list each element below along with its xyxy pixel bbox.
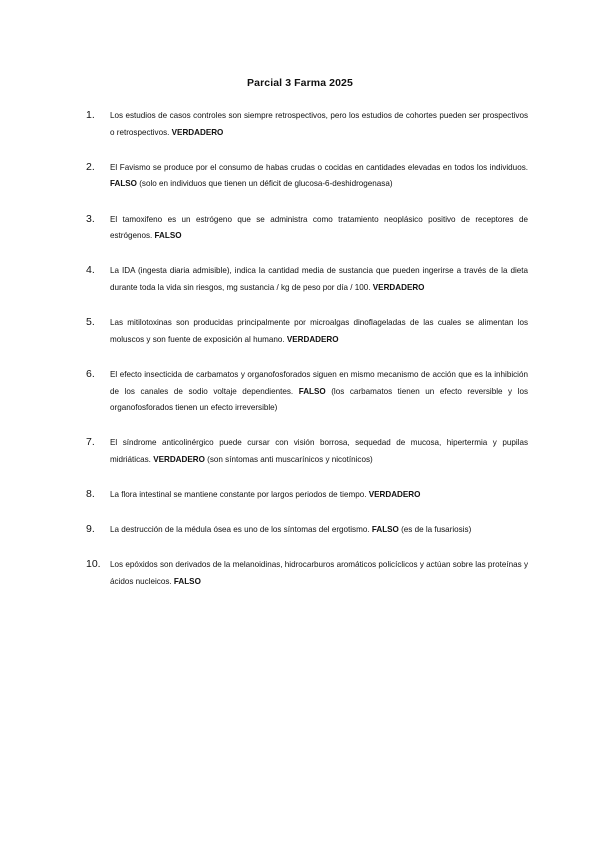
question-text: Las mitilotoxinas son producidas principalmente por microalgas dinoflageladas de las cuales se alimentan los moluscos y son fuente de exposición al humano. — [110, 318, 528, 344]
answer-note: (solo en individuos que tienen un déficit de glucosa-6-deshidrogenasa) — [136, 179, 393, 189]
answer-verdict: FALSO — [371, 525, 399, 535]
question-text: La destrucción de la médula ósea es uno de los síntomas del ergotismo. — [110, 525, 372, 535]
question-number: 8. — [86, 488, 95, 501]
question-number: 1. — [86, 109, 95, 121]
document-title: Parcial 3 Farma 2025 — [247, 77, 353, 89]
question-item — [86, 367, 528, 417]
question-text: El tamoxifeno es un estrógeno que se administra como tratamiento neoplásico positivo de receptores de estrógenos. — [110, 214, 528, 241]
answer-verdict: FALSO — [110, 179, 137, 189]
question-text: El Favismo se produce por el consumo de habas crudas o cocidas en cantidades elevadas en todos los individuos. — [110, 162, 528, 172]
answer-note: (los carbamatos tienen un efecto reversible y los organofosforados tienen un efecto irreversible) — [110, 386, 528, 413]
question-text: El efecto insecticida de carbamatos y organofosforados siguen en mismo mecanismo de acción que es la inhibición de los canales de sodio voltaje dependientes. — [110, 369, 528, 396]
answer-note: (son síntomas anti muscarínicos y nicotínicos) — [204, 454, 373, 464]
answer-verdict: VERDADERO — [368, 490, 421, 500]
question-item — [86, 160, 528, 193]
question-item — [86, 557, 528, 590]
question-number: 6. — [86, 367, 95, 380]
answer-verdict: VERDADERO — [286, 334, 339, 344]
question-text: La IDA (ingesta diaria admisible), indica la cantidad media de sustancia que pueden ingerirse a través de la dieta durante toda la vida sin riesgos, mg sustancia / kg de peso por día / 100. — [110, 266, 528, 292]
question-item — [86, 487, 528, 504]
question-text: El síndrome anticolinérgico puede cursar con visión borrosa, sequedad de mucosa, hipertermia y pupilas midriáticas. — [110, 438, 528, 464]
question-number: 2. — [86, 160, 95, 173]
question-item — [86, 435, 528, 468]
question-list — [86, 108, 528, 609]
answer-verdict: VERDADERO — [153, 454, 205, 464]
answer-note: (es de la fusariosis) — [398, 525, 472, 535]
answer-verdict: FALSO — [173, 577, 201, 587]
question-item — [86, 212, 528, 245]
answer-verdict: FALSO — [154, 231, 182, 241]
question-text: La flora intestinal se mantiene constante por largos periodos de tiempo. — [110, 490, 369, 500]
question-item — [86, 263, 528, 296]
question-number: 3. — [86, 212, 95, 225]
question-item — [86, 108, 528, 141]
question-number: 7. — [86, 436, 95, 449]
question-number: 10. — [86, 558, 101, 571]
question-item — [86, 315, 528, 348]
question-number: 5. — [86, 316, 95, 329]
answer-verdict: VERDADERO — [171, 127, 224, 137]
question-item — [86, 522, 528, 539]
answer-verdict: FALSO — [298, 386, 326, 396]
question-number: 9. — [86, 523, 95, 536]
question-number: 4. — [86, 264, 95, 277]
question-text: Los epóxidos son derivados de la melanoidinas, hidrocarburos aromáticos policíclicos y actúan sobre las proteínas y ácidos nucleicos. — [110, 560, 528, 587]
question-text: Los estudios de casos controles son siempre retrospectivos, pero los estudios de cohortes pueden ser prospectivos o retrospectivos. — [110, 111, 528, 137]
answer-verdict: VERDADERO — [372, 282, 425, 292]
